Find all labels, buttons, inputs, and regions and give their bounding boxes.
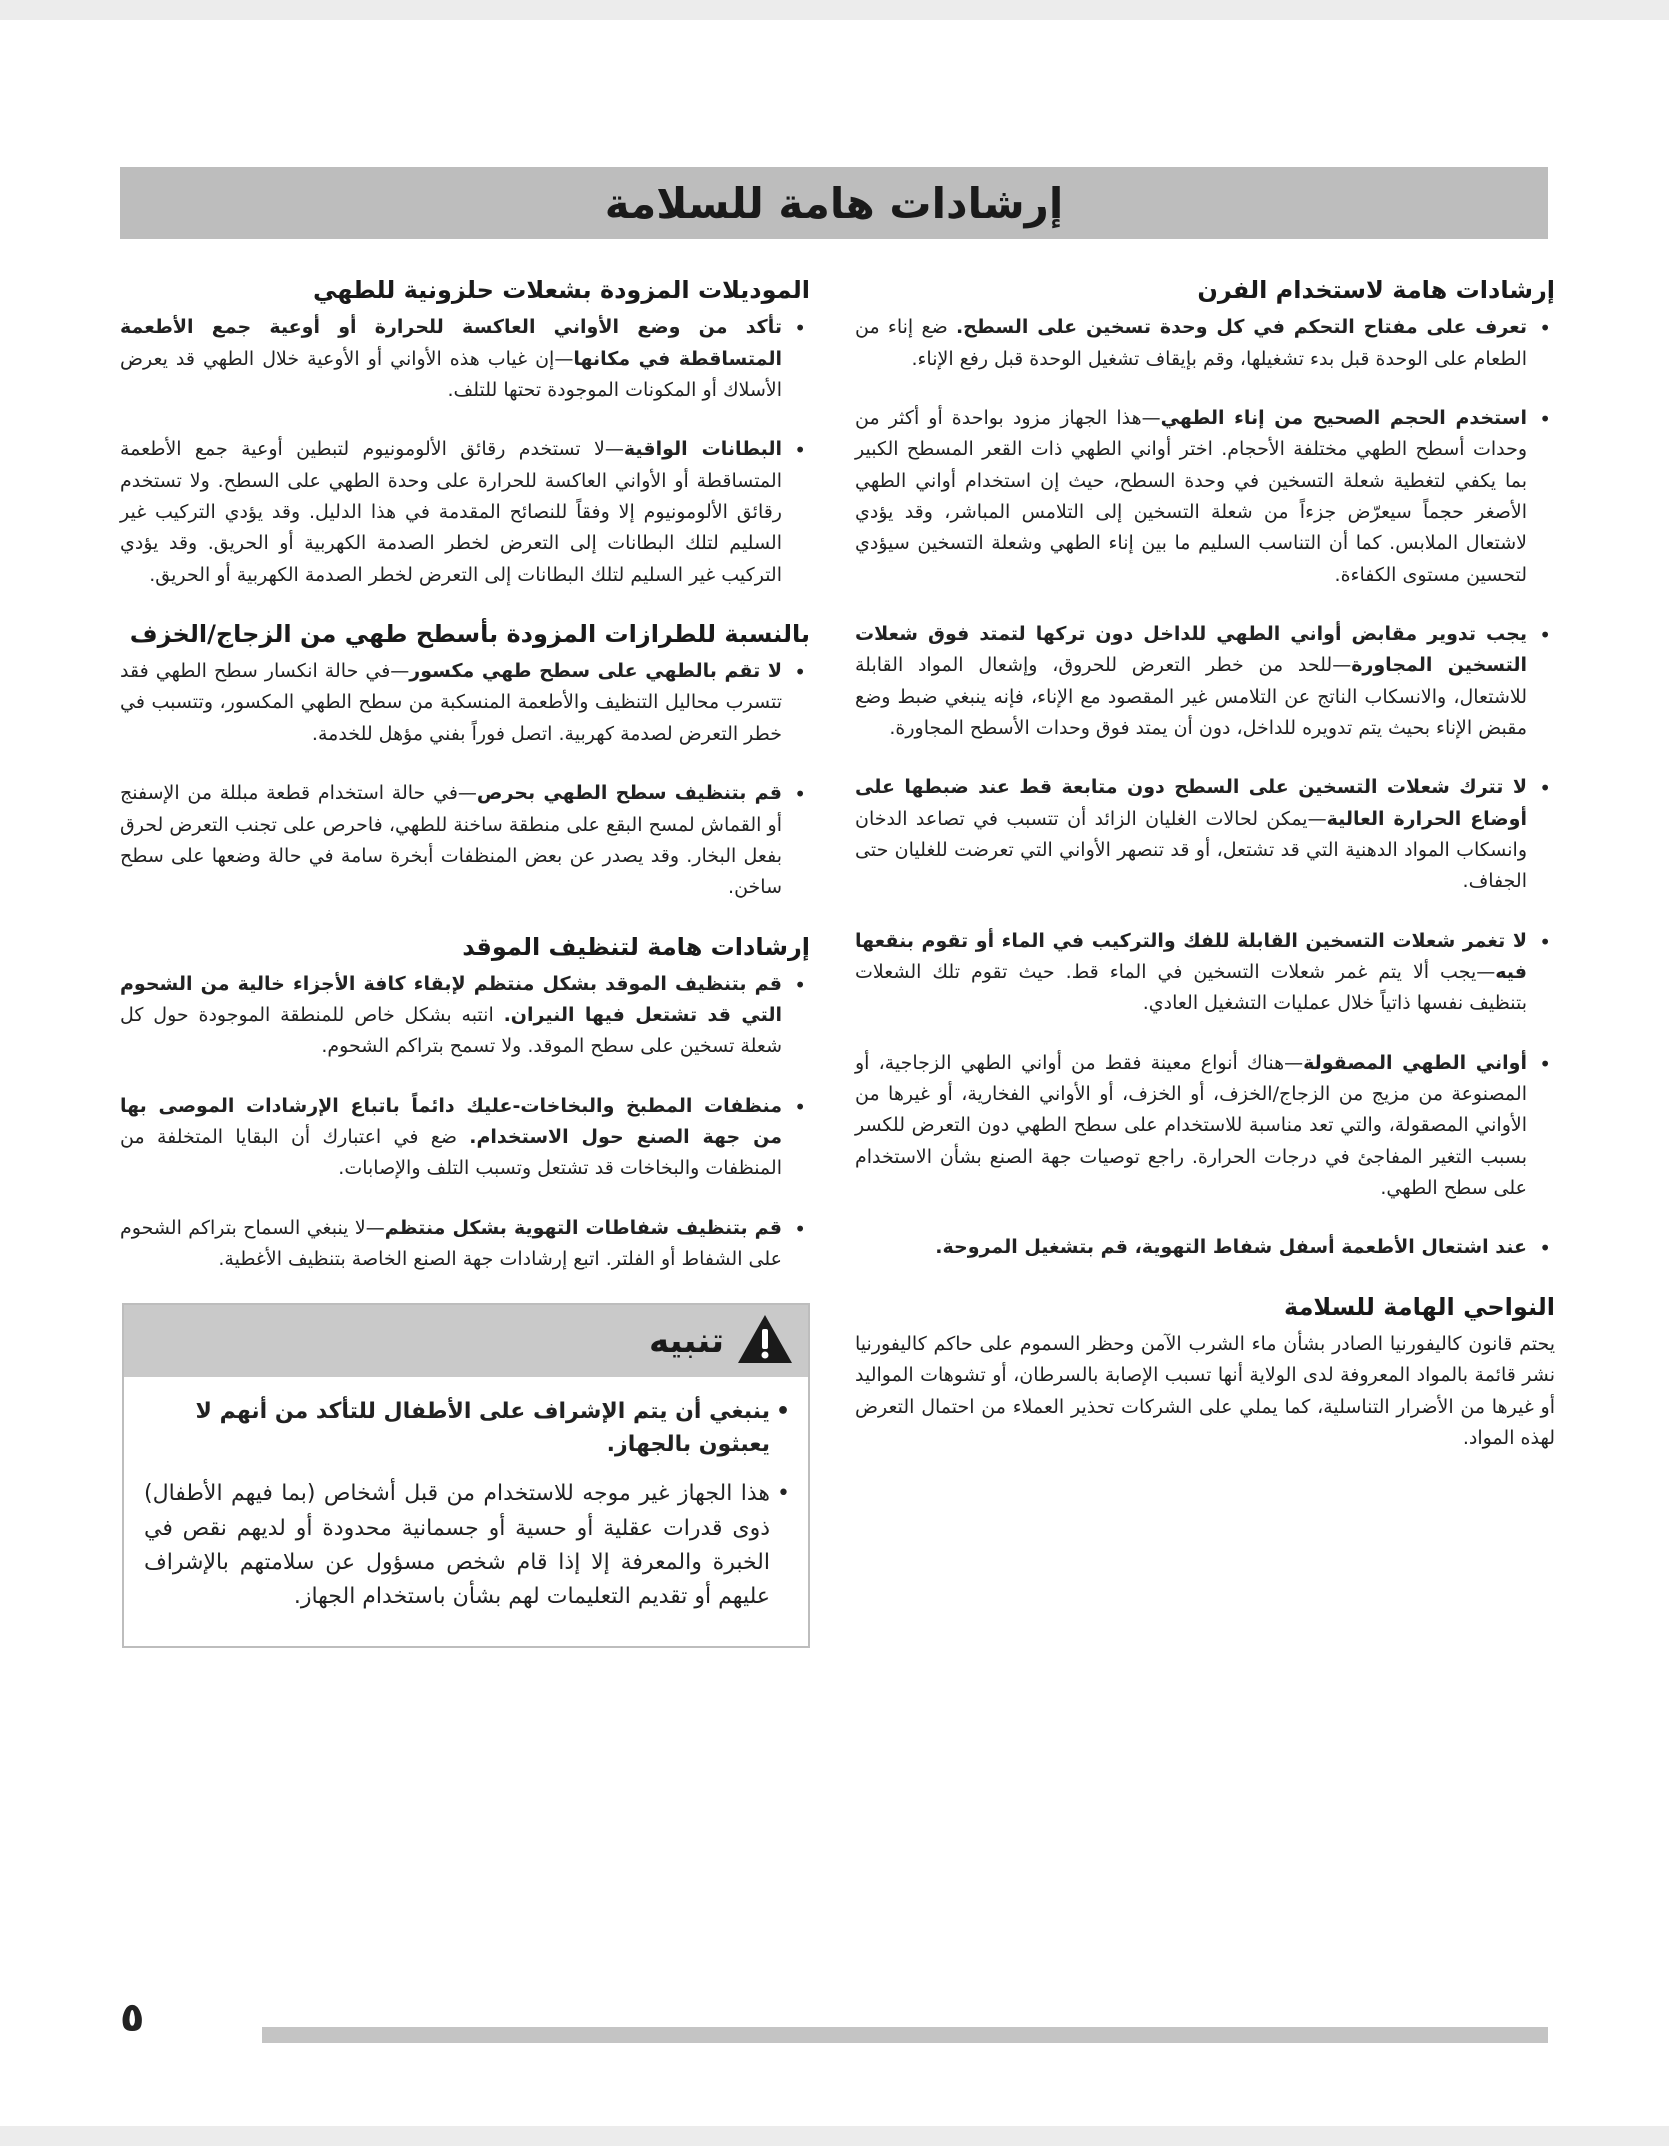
list-item: • يجب تدوير مقابض أواني الطهي للداخل دون تركها لتمتد فوق شعلات التسخين المجاورة—للحد من خطر التعرض للحروق، وإشعال المواد القابلة للاشتعال، والانسكاب الناتج عن التلامس غير المقصود مع الإناء، فإنه ينبغي ضبط وضع مقبض الإناء بحيث يتم تدويره للداخل، دون أن يمتد فوق وحدات الأسطح المجاورة. <box>855 619 1555 744</box>
footer-rule <box>262 2027 1548 2043</box>
list-item: • قم بتنظيف سطح الطهي بحرص—في حالة استخدام قطعة مبللة من الإسفنج أو القماش لمسح البقع على منطقة ساخنة للطهي، فاحرص على تجنب التعرض لحرق بفعل البخار. وقد يصدر عن بعض المنظفات أبخرة سامة في حالة وضعها على سطح ساخن. <box>120 778 810 903</box>
glass-ceramic-list <box>120 656 810 903</box>
list-item: • لا تغمر شعلات التسخين القابلة للفك والتركيب في الماء أو تقوم بنقعها فيه—يجب ألا يتم غمر شعلات التسخين في الماء قط. حيث تقوم تلك الشعلات بتنظيف نفسها ذاتياً خلال عمليات التشغيل العادي. <box>855 926 1555 1020</box>
caution-text-item: • هذا الجهاز غير موجه للاستخدام من قبل أشخاص (بما فيهم الأطفال) ذوى قدرات عقلية أو حسية أو جسمانية محدودة أو لديهم نقص في الخبرة والمعرفة إلا إذا قام شخص مسؤول عن سلامتهم بالإشراف عليهم أو تقديم التعليمات لهم بشأن باستخدام الجهاز. <box>144 1477 790 1613</box>
list-item: • عند اشتعال الأطعمة أسفل شفاط التهوية، قم بتشغيل المروحة. <box>855 1232 1555 1263</box>
caution-bold-item: • ينبغي أن يتم الإشراف على الأطفال للتأكد من أنهم لا يعبثون بالجهاز. <box>144 1395 790 1461</box>
cleaning-section <box>120 932 810 1276</box>
list-item: • استخدم الحجم الصحيح من إناء الطهي—هذا الجهاز مزود بواحدة أو أكثر من وحدات أسطح الطهي مختلفة الأحجام. اختر أواني الطهي ذات القعر المسطح الكبير بما يكفي لتغطية شعلة التسخين في وحدة السطح، حيث إن استخدام أواني الطهي الأصغر حجماً سيعرّض جزءاً من شعلة التسخين إلى التلامس المباشر، وقد يؤدي لاشتعال الملابس. كما أن التناسب السليم ما بين إناء الطهي وشعلة التسخين سيؤدي لتحسين مستوى الكفاءة. <box>855 403 1555 591</box>
title-bar <box>120 167 1548 239</box>
spiral-models-section <box>120 275 810 591</box>
caution-label: تنبيه <box>648 1321 724 1362</box>
caution-body <box>124 1377 808 1645</box>
list-item: • قم بتنظيف الموقد بشكل منتظم لإبقاء كافة الأجزاء خالية من الشحوم التي قد تشتعل فيها النيران. انتبه بشكل خاص للمنطقة الموجودة حول كل شعلة تسخين على سطح الموقد. ولا تسمح بتراكم الشحوم. <box>120 969 810 1063</box>
list-item: • تعرف على مفتاح التحكم في كل وحدة تسخين على السطح. ضع إناء من الطعام على الوحدة قبل بدء تشغيلها، وقم بإيقاف تشغيل الوحدة قبل رفع الإناء. <box>855 312 1555 375</box>
oven-use-list <box>855 312 1555 1264</box>
bottom-band <box>0 2126 1669 2146</box>
list-item: • قم بتنظيف شفاطات التهوية بشكل منتظم—لا ينبغي السماح بتراكم الشحوم على الشفاط أو الفلتر. اتبع إرشادات جهة الصنع الخاصة بتنظيف الأغطية. <box>120 1213 810 1276</box>
list-item: • منظفات المطبخ والبخاخات-عليك دائماً باتباع الإرشادات الموصى بها من جهة الصنع حول الاستخدام. ضع في اعتبارك أن البقايا المتخلفة من المنظفات والبخاخات قد تشتعل وتسبب التلف والإصابات. <box>120 1091 810 1185</box>
top-band <box>0 0 1669 20</box>
spiral-models-heading: الموديلات المزودة بشعلات حلزونية للطهي <box>312 276 810 304</box>
list-item: • لا تقم بالطهي على سطح طهي مكسور—في حالة انكسار سطح الطهي فقد تتسرب محاليل التنظيف والأطعمة المنسكبة من سطح الطهي المكسور، وتتسبب في خطر التعرض لصدمة كهربية. اتصل فوراً بفني مؤهل للخدمة. <box>120 656 810 750</box>
list-item: • أواني الطهي المصقولة—هناك أنواع معينة فقط من أواني الطهي الزجاجية، أو المصنوعة من مزيج من الزجاج/الخزف، أو الخزف، أو الأواني الفخارية، أو غيرها من الأواني المصقولة، والتي تعد مناسبة للاستخدام على سطح الطهي دون التعرض للكسر بسبب التغير المفاجئ في درجات الحرارة. راجع توصيات جهة الصنع بشأن الاستخدام على سطح الطهي. <box>855 1048 1555 1205</box>
caution-header <box>124 1305 808 1377</box>
glass-ceramic-heading: بالنسبة للطرازات المزودة بأسطح طهي من الزجاج/الخزف <box>129 619 810 648</box>
oven-use-section <box>855 275 1555 1264</box>
cleaning-heading: إرشادات هامة لتنظيف الموقد <box>462 932 810 961</box>
warning-triangle-icon <box>736 1313 794 1369</box>
list-item: • البطانات الواقية—لا تستخدم رقائق الألومونيوم لتبطين أوعية جمع الأطعمة المتساقطة أو الأواني العاكسة للحرارة على وحدة الطهي على السطح. ولا تستخدم رقائق الألومونيوم إلا وفقاً للنصائح المقدمة في هذا الدليل. وقد يؤدي التركيب غير السليم لتلك البطانات إلى التعرض لخطر الصدمة الكهربية أو الحريق. وقد يؤدي التركيب غير السليم لتلك البطانات إلى التعرض لخطر الصدمة الكهربية أو الحريق. <box>120 434 810 591</box>
safety-aspects-text: يحتم قانون كاليفورنيا الصادر بشأن ماء الشرب الآمن وحظر السموم على حاكم كاليفورنيا نشر قائمة بالمواد المعروفة لدى الولاية أنها تسبب الإصابة بالسرطان، أو تشوهات المواليد أو غيرها من الأضرار التناسلية، كما يملي على الشركات تحذير العملاء من احتمال التعرض لهذه المواد. <box>855 1332 1555 1449</box>
list-item: • لا تترك شعلات التسخين على السطح دون متابعة قط عند ضبطها على أوضاع الحرارة العالية—يمكن لحالات الغليان الزائد أن تتسبب في تصاعد الدخان وانسكاب المواد الدهنية التي قد تشتعل، أو قد تنصهر الأواني التي تعرضت للغليان حتى الجفاف. <box>855 772 1555 897</box>
glass-ceramic-section <box>120 619 810 904</box>
safety-aspects-section <box>855 1292 1555 1455</box>
oven-use-heading: إرشادات هامة لاستخدام الفرن <box>1197 276 1555 304</box>
safety-aspects-heading: النواحي الهامة للسلامة <box>1284 1292 1555 1321</box>
spiral-models-list <box>120 312 810 591</box>
page-number: ٥ <box>120 1995 145 2041</box>
left-column <box>120 275 810 1648</box>
page-title: إرشادات هامة للسلامة <box>604 178 1064 228</box>
right-column <box>855 275 1555 1454</box>
caution-box <box>122 1303 810 1647</box>
list-item: • تأكد من وضع الأواني العاكسة للحرارة أو أوعية جمع الأطعمة المتساقطة في مكانها—إن غياب هذه الأواني أو الأوعية خلال الطهي قد يعرض الأسلاك أو المكونات الموجودة تحتها للتلف. <box>120 312 810 406</box>
cleaning-list <box>120 969 810 1276</box>
